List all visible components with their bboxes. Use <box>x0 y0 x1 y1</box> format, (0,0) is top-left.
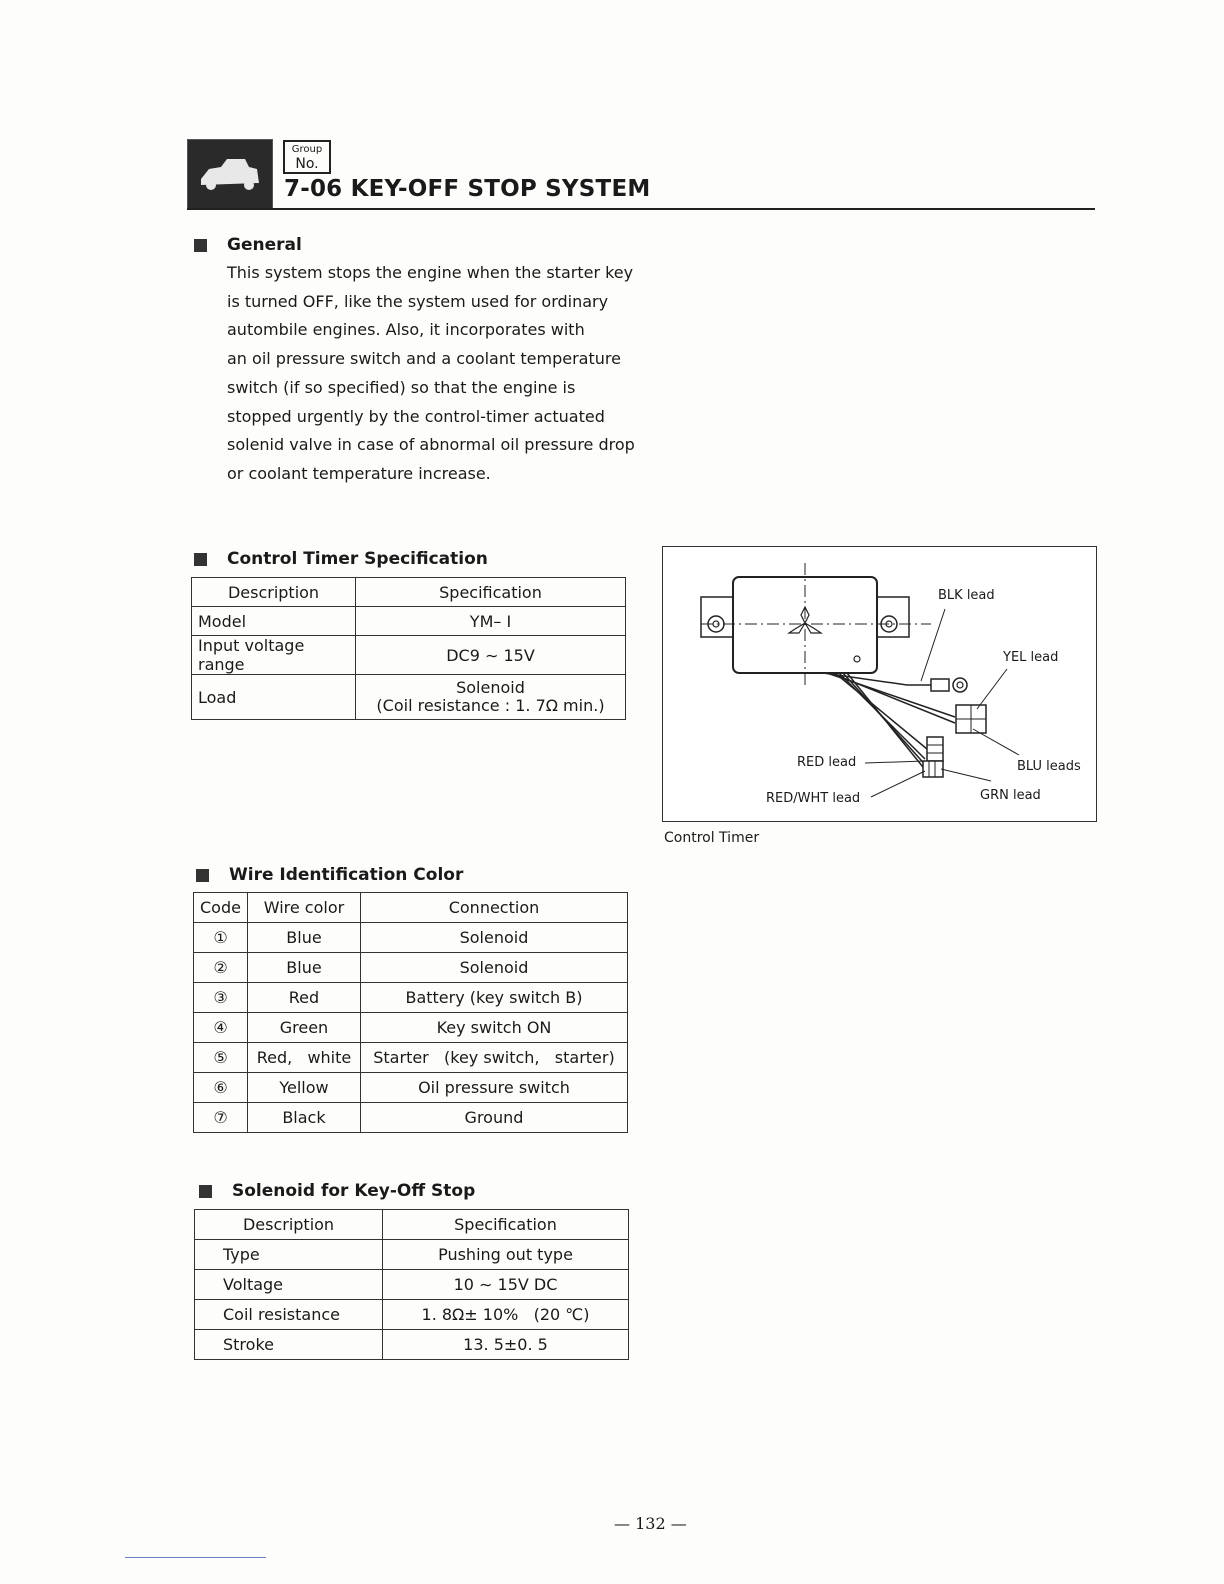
red-wht-lead-label: RED/WHT lead <box>766 791 861 806</box>
table-row <box>194 953 628 983</box>
wire-id-heading: Wire Identification Color <box>196 865 463 885</box>
text-line: an oil pressure switch and a coolant temperature <box>227 349 621 369</box>
table-cell: Green <box>247 1013 360 1043</box>
table-cell: Input voltage range <box>192 636 356 675</box>
table-header-cell: Code <box>194 893 248 923</box>
table-cell: Load <box>192 675 356 720</box>
table-row <box>195 1330 629 1360</box>
table-cell: Stroke <box>195 1330 383 1360</box>
yel-lead-label: YEL lead <box>1003 650 1059 665</box>
table-cell: Yellow <box>247 1073 360 1103</box>
group-number-box <box>283 140 331 174</box>
table-cell: ⑦ <box>194 1103 248 1133</box>
table-row <box>194 1103 628 1133</box>
bullet-square-icon <box>196 869 209 882</box>
table-header-cell: Specification <box>383 1210 629 1240</box>
page-title: 7-06 KEY-OFF STOP SYSTEM <box>284 176 651 202</box>
table-row <box>194 983 628 1013</box>
table-cell: Battery (key switch B) <box>360 983 627 1013</box>
table-header-cell: Specification <box>356 578 626 607</box>
text-line: switch (if so specified) so that the engine is <box>227 377 576 397</box>
table-cell: Blue <box>247 953 360 983</box>
table-cell: YM– I <box>356 607 626 636</box>
text-line: solenid valve in case of abnormal oil pressure drop <box>227 435 635 455</box>
table-row <box>195 1270 629 1300</box>
control-timer-table <box>191 577 626 720</box>
load-value-line: Solenoid <box>456 678 525 697</box>
general-heading: General <box>194 235 302 255</box>
grn-lead-label: GRN lead <box>980 788 1041 803</box>
red-lead-label: RED lead <box>797 755 857 770</box>
table-cell: Solenoid <box>360 953 627 983</box>
group-label: Group <box>291 144 323 155</box>
table-header-row <box>192 578 626 607</box>
table-cell: Ground <box>360 1103 627 1133</box>
table-cell: 13. 5±0. 5 <box>383 1330 629 1360</box>
diagram-caption: Control Timer <box>664 830 760 846</box>
table-cell: Voltage <box>195 1270 383 1300</box>
wire-id-table <box>193 892 628 1133</box>
table-header-row <box>195 1210 629 1240</box>
title-divider <box>187 208 1095 210</box>
table-cell: Red <box>247 983 360 1013</box>
number-label: No. <box>295 156 319 172</box>
table-cell: Coil resistance <box>195 1300 383 1330</box>
table-row <box>194 1013 628 1043</box>
table-cell: Black <box>247 1103 360 1133</box>
solenoid-table <box>194 1209 629 1360</box>
table-row <box>192 675 626 720</box>
table-header-cell: Wire color <box>247 893 360 923</box>
table-cell: DC9 ∼ 15V <box>356 636 626 675</box>
table-row <box>192 607 626 636</box>
table-row <box>194 1043 628 1073</box>
table-row <box>194 1073 628 1103</box>
text-line: stopped urgently by the control-timer actuated <box>227 406 605 426</box>
text-line: or coolant temperature increase. <box>227 463 491 483</box>
table-row <box>195 1240 629 1270</box>
general-paragraph <box>227 259 635 489</box>
text-line: is turned OFF, like the system used for ordinary <box>227 291 609 311</box>
load-value-line: (Coil resistance : 1. 7Ω min.) <box>376 696 605 715</box>
table-cell: Key switch ON <box>360 1013 627 1043</box>
table-cell: ① <box>194 923 248 953</box>
table-cell: 10 ∼ 15V DC <box>383 1270 629 1300</box>
table-cell: Solenoid <box>360 923 627 953</box>
table-cell: Oil pressure switch <box>360 1073 627 1103</box>
bullet-square-icon <box>199 1185 212 1198</box>
table-cell: ② <box>194 953 248 983</box>
table-cell: ⑤ <box>194 1043 248 1073</box>
table-cell: Pushing out type <box>383 1240 629 1270</box>
text-line: This system stops the engine when the starter key <box>227 263 634 282</box>
table-cell: ④ <box>194 1013 248 1043</box>
table-cell <box>356 675 626 720</box>
table-row <box>194 923 628 953</box>
table-header-cell: Connection <box>360 893 627 923</box>
table-header-row <box>194 893 628 923</box>
bullet-square-icon <box>194 553 207 566</box>
table-header-cell: Description <box>192 578 356 607</box>
table-cell: Red, white <box>247 1043 360 1073</box>
table-cell: ⑥ <box>194 1073 248 1103</box>
section-logo-icon <box>187 139 273 209</box>
table-cell: Blue <box>247 923 360 953</box>
bullet-square-icon <box>194 239 207 252</box>
text-line: autombile engines. Also, it incorporates with <box>227 320 585 340</box>
table-cell: ③ <box>194 983 248 1013</box>
table-cell: 1. 8Ω± 10% (20 ℃) <box>383 1300 629 1330</box>
control-timer-drawing <box>663 547 1096 821</box>
table-cell: Starter (key switch, starter) <box>360 1043 627 1073</box>
table-cell: Model <box>192 607 356 636</box>
footer-divider <box>125 1557 266 1558</box>
table-row <box>192 636 626 675</box>
blk-lead-label: BLK lead <box>938 588 995 603</box>
table-header-cell: Description <box>195 1210 383 1240</box>
blu-leads-label: BLU leads <box>1017 759 1081 774</box>
solenoid-heading: Solenoid for Key-Off Stop <box>199 1181 475 1201</box>
table-row <box>195 1300 629 1330</box>
table-cell: Type <box>195 1240 383 1270</box>
control-timer-heading: Control Timer Specification <box>194 549 488 569</box>
page-number: — 132 — <box>614 1514 687 1533</box>
control-timer-diagram <box>662 546 1097 822</box>
